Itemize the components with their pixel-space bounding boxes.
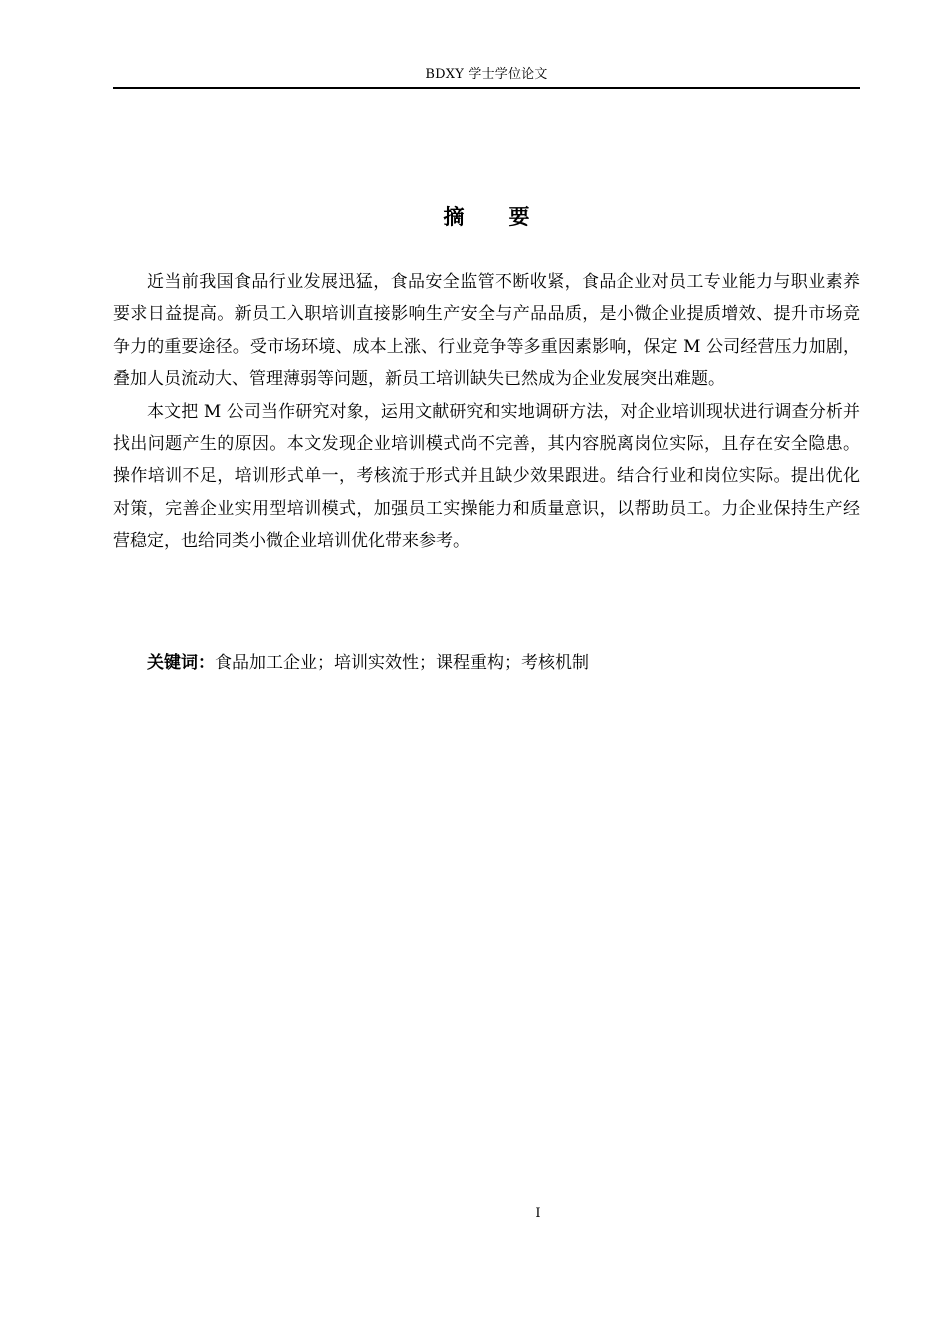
abstract-title-char-1: 摘 [443, 205, 465, 229]
keywords-line [113, 649, 860, 677]
keywords-label: 关键词： [147, 653, 215, 673]
abstract-title-char-2: 要 [508, 205, 530, 229]
abstract-paragraph-1: 近当前我国食品行业发展迅猛，食品安全监管不断收紧，食品企业对员工专业能力与职业素养要求日益提高。新员工入职培训直接影响生产安全与产品品质，是小微企业提质增效、提升市场竞争力的重要途径。受市场环境、成本上涨、行业竞争等多重因素影响，保定 M 公司经营压力加剧，叠加人员流动大、管理薄弱等问题，新员工培训缺失已然成为企业发展突出难题。 [113, 272, 860, 390]
header-rule [113, 87, 860, 89]
running-header: BDXY 学士学位论文 [425, 67, 548, 82]
page-number: I [535, 1206, 541, 1221]
abstract-body [113, 266, 860, 558]
abstract-paragraph-2: 本文把 M 公司当作研究对象，运用文献研究和实地调研方法，对企业培训现状进行调查分析并找出问题产生的原因。本文发现企业培训模式尚不完善，其内容脱离岗位实际，且存在安全隐患。操作培训不足，培训形式单一，考核流于形式并且缺少效果跟进。结合行业和岗位实际。提出优化对策，完善企业实用型培训模式，加强员工实操能力和质量意识，以帮助员工。力企业保持生产经营稳定，也给同类小微企业培训优化带来参考。 [113, 401, 860, 552]
abstract-title [113, 202, 860, 232]
keywords-text: 食品加工企业；培训实效性；课程重构；考核机制 [215, 653, 589, 673]
